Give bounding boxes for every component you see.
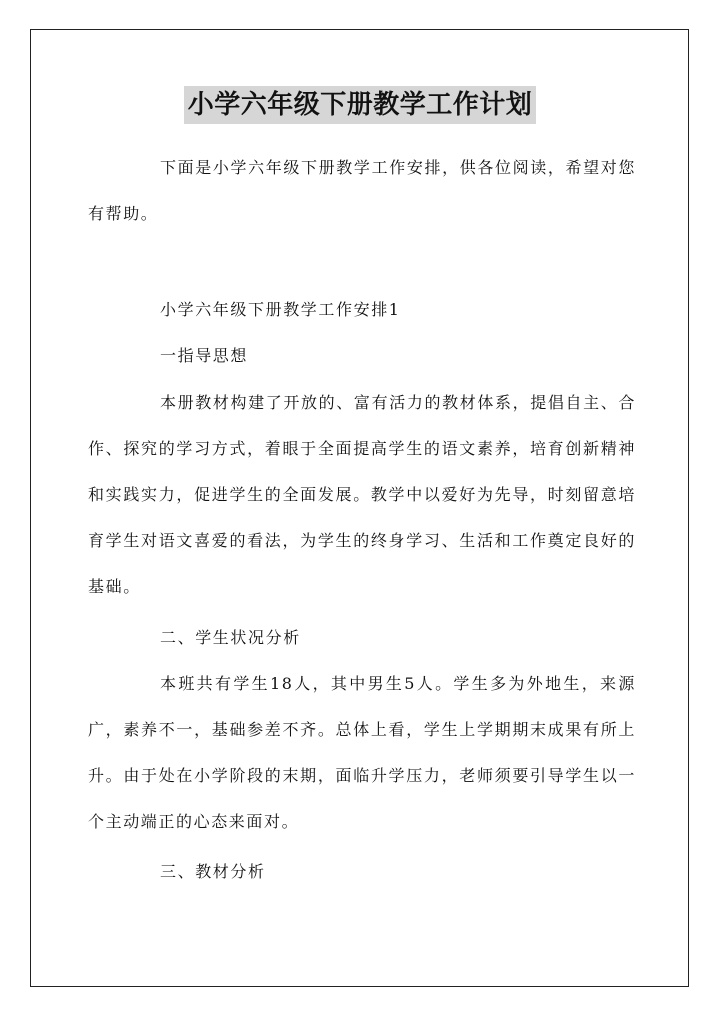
paragraph-student-analysis: 本班共有学生18人，其中男生5人。学生多为外地生，来源广，素养不一，基础参差不齐。总体上看，学生上学期期末成果有所上升。由于处在小学阶段的末期，面临升学压力，老师须要引导学生以一个主动端正的心态来面对。 (88, 674, 636, 831)
intro-paragraph: 下面是小学六年级下册教学工作安排，供各位阅读，希望对您有帮助。 (88, 158, 636, 223)
paragraph-guiding-ideology: 本册教材构建了开放的、富有活力的教材体系，提倡自主、合作、探究的学习方式，着眼于全面提高学生的语文素养，培育创新精神和实践实力，促进学生的全面发展。教学中以爱好为先导，时刻留意培育学生对语文喜爱的看法，为学生的终身学习、生活和工作奠定良好的基础。 (88, 393, 636, 596)
heading-guiding-ideology: 一指导思想 (160, 346, 249, 365)
section-title: 小学六年级下册教学工作安排1 (160, 300, 401, 319)
title-container (0, 86, 720, 124)
document-title: 小学六年级下册教学工作计划 (184, 86, 537, 124)
heading-textbook-analysis: 三、教材分析 (160, 862, 266, 881)
heading-student-analysis: 二、学生状况分析 (160, 628, 301, 647)
